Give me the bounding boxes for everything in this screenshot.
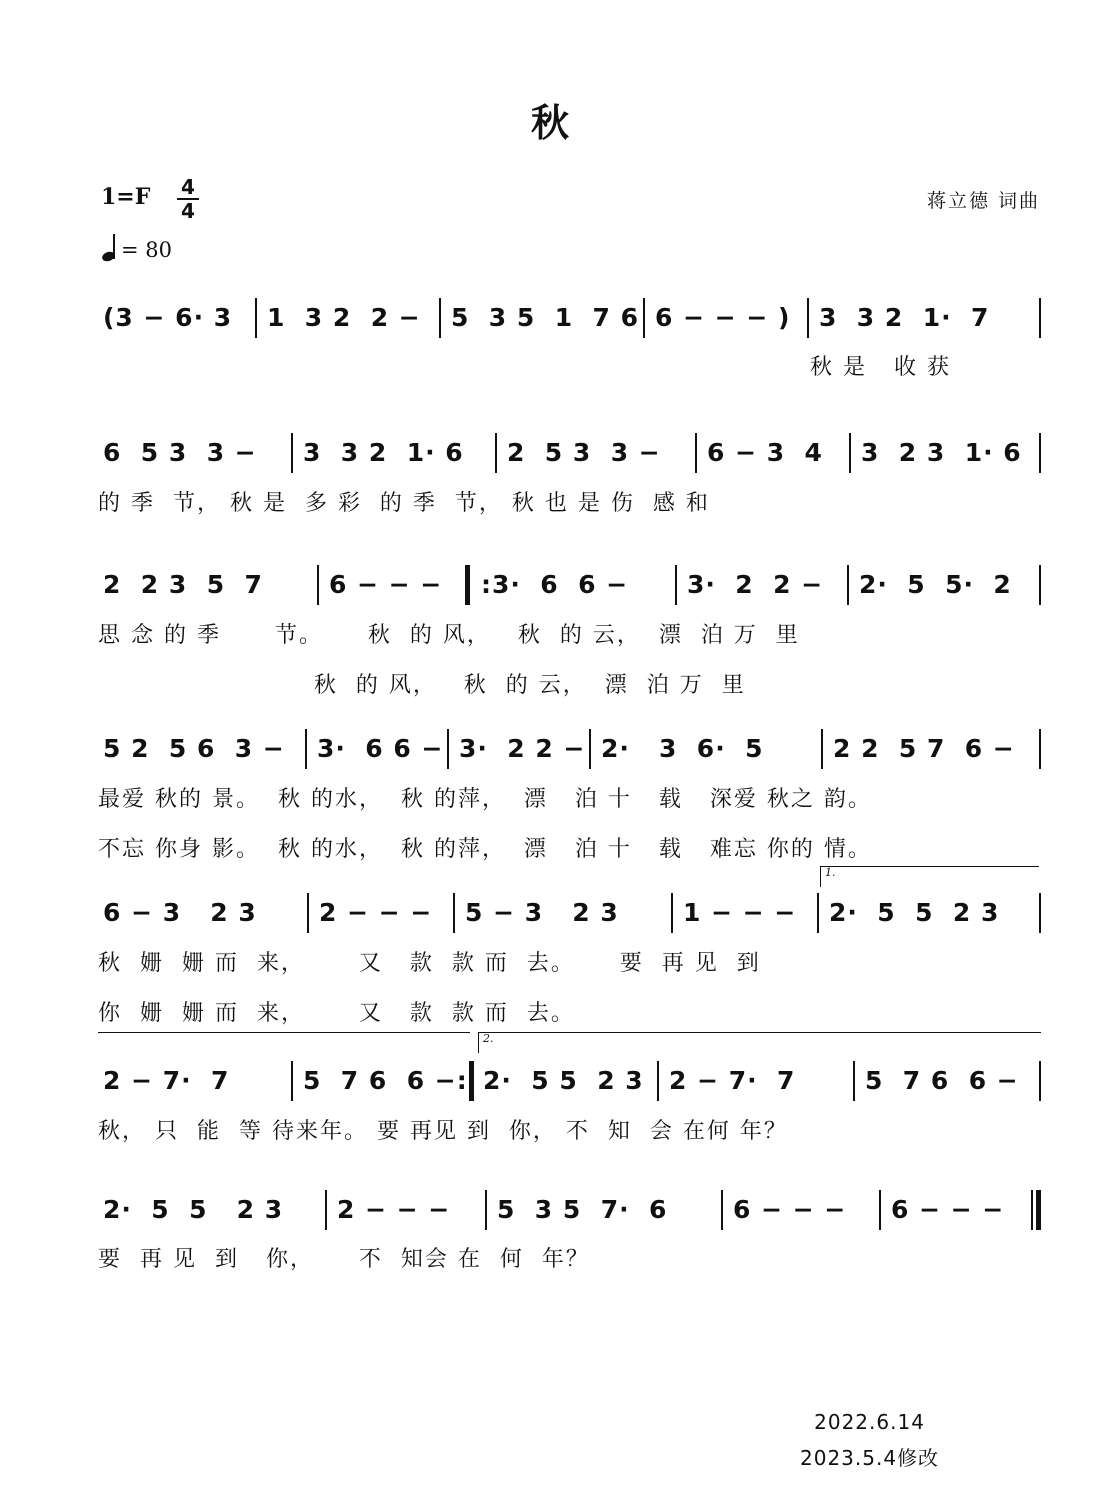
first-ending-bracket: 1. <box>820 866 1039 887</box>
barline <box>643 298 645 338</box>
score-row <box>95 563 1045 607</box>
measure <box>451 727 587 771</box>
measure-notes: 6 − − − <box>329 570 443 599</box>
measure-notes: 3 3 2 1· 6 <box>303 438 464 467</box>
barline <box>255 298 257 338</box>
barline <box>291 1061 293 1101</box>
measure-notes: 6 5 3 3 − <box>103 438 257 467</box>
barline <box>1039 298 1041 338</box>
tempo-marking <box>101 232 172 262</box>
barline <box>849 433 851 473</box>
barline <box>721 1190 723 1230</box>
barline <box>1031 1190 1033 1230</box>
measure <box>95 727 303 771</box>
measure-notes: 3 3 2 1· 7 <box>819 303 990 332</box>
measure <box>95 296 255 340</box>
barline <box>675 565 677 605</box>
measure-notes: 2 − 7· 7 <box>103 1066 230 1095</box>
barline <box>317 565 319 605</box>
measure-notes: 6 − 3 4 <box>707 438 823 467</box>
measure <box>857 1059 1037 1103</box>
measure <box>725 1188 877 1232</box>
measure-notes: (3 − 6· 3 <box>103 303 233 332</box>
barline <box>453 893 455 933</box>
measure-notes: 5 2 5 6 3 − <box>103 734 285 763</box>
measure-notes: 2 − − − <box>319 898 433 927</box>
barline <box>1039 729 1041 769</box>
lyric-line: 不忘 你身 影。 秋 的水， 秋 的萍， 漂 泊 十 载 难忘 你的 情。 <box>98 837 872 862</box>
measure-notes: 6 − − − <box>733 1195 847 1224</box>
measure <box>329 1188 483 1232</box>
song-title: 秋 <box>530 100 569 145</box>
score-row <box>95 727 1045 771</box>
time-signature <box>175 177 201 221</box>
measure <box>699 431 849 475</box>
measure-notes: 5 3 5 7· 6 <box>497 1195 668 1224</box>
measure <box>457 891 669 935</box>
measure-notes: 6 − − − ) <box>655 303 791 332</box>
lyric-line: 最爱 秋的 景。 秋 的水， 秋 的萍， 漂 泊 十 载 深爱 秋之 韵。 <box>98 787 872 812</box>
repeat-start-barline <box>465 565 470 605</box>
barline <box>291 433 293 473</box>
barline <box>817 893 819 933</box>
quarter-note-icon <box>101 232 119 262</box>
barline <box>671 893 673 933</box>
first-ending-bracket-cont <box>98 1032 470 1053</box>
measure-notes: 3· 2 2 − <box>687 570 824 599</box>
measure-notes: 2 2 3 5 7 <box>103 570 263 599</box>
barline <box>1039 565 1041 605</box>
measure <box>443 296 643 340</box>
measure <box>311 891 451 935</box>
measure-notes: 2· 5 5 2 3 <box>483 1066 644 1095</box>
lyric-line: 要 再 见 到 你， 不 知会 在 何 年？ <box>98 1247 590 1272</box>
measure-notes: 5 3 5 1 7 6 <box>451 303 639 332</box>
measure-notes: :3· 6 6 − <box>481 570 629 599</box>
measure-notes: 5 7 6 6 −: <box>303 1066 468 1095</box>
score-row <box>95 431 1045 475</box>
measure <box>295 1059 467 1103</box>
measure-notes: 3· 6 6 − <box>317 734 444 763</box>
lyric-line: 秋 的 风， 秋 的 云， 漂 泊 万 里 <box>98 673 746 698</box>
measure <box>259 296 439 340</box>
measure <box>95 1059 289 1103</box>
measure <box>825 727 1037 771</box>
barline <box>589 729 591 769</box>
barline <box>1039 433 1041 473</box>
measure-notes: 2· 5 5 2 3 <box>103 1195 284 1224</box>
measure-notes: 3 2 3 1· 6 <box>861 438 1022 467</box>
measure <box>853 431 1039 475</box>
barline <box>439 298 441 338</box>
barline <box>847 565 849 605</box>
barline <box>1039 893 1041 933</box>
measure-notes: 2· 3 6· 5 <box>601 734 764 763</box>
measure-notes: 2 5 3 3 − <box>507 438 661 467</box>
measure-notes: 1 3 2 2 − <box>267 303 421 332</box>
score-row <box>95 1188 1045 1232</box>
time-signature-top: 4 <box>181 175 195 199</box>
measure-notes: 2· 5 5 2 3 <box>829 898 1000 927</box>
date-revised: 2023.5.4修改 <box>800 1446 940 1470</box>
barline <box>1039 1061 1041 1101</box>
score-row <box>95 891 1045 935</box>
lyric-line: 秋， 只 能 等 待来年。 要 再见 到 你， 不 知 会 在何 年？ <box>98 1119 788 1144</box>
date-created: 2022.6.14 <box>814 1410 925 1434</box>
second-ending-bracket: 2. <box>478 1032 1041 1053</box>
barline <box>305 729 307 769</box>
measure <box>883 1188 1031 1232</box>
measure-notes: 2 − 7· 7 <box>669 1066 796 1095</box>
barline <box>495 433 497 473</box>
measure <box>295 431 495 475</box>
time-signature-bottom: 4 <box>181 199 195 223</box>
barline <box>485 1190 487 1230</box>
measure <box>95 891 305 935</box>
measure <box>679 563 845 607</box>
measure-notes: 5 − 3 2 3 <box>465 898 619 927</box>
tempo-value: = 80 <box>121 238 172 262</box>
measure-notes: 2· 5 5· 2 <box>859 570 1012 599</box>
barline <box>325 1190 327 1230</box>
measure <box>95 1188 323 1232</box>
barline <box>447 729 449 769</box>
repeat-end-barline <box>469 1061 474 1101</box>
barline <box>695 433 697 473</box>
barline <box>821 729 823 769</box>
measure <box>647 296 807 340</box>
lyric-line: 秋 是 收 获 <box>810 355 951 380</box>
lyric-line: 思 念 的 季 节。 秋 的 风， 秋 的 云， 漂 泊 万 里 <box>98 623 800 648</box>
measure <box>489 1188 719 1232</box>
measure <box>475 1059 655 1103</box>
measure <box>821 891 1037 935</box>
measure <box>675 891 815 935</box>
key-signature: 1=F <box>101 184 151 210</box>
barline <box>807 298 809 338</box>
final-barline <box>1036 1190 1041 1230</box>
measure-notes: 2 2 5 7 6 − <box>833 734 1015 763</box>
lyric-line: 秋 姗 姗 而 来， 又 款 款 而 去。 要 再 见 到 <box>98 951 761 976</box>
measure-notes: 6 − 3 2 3 <box>103 898 257 927</box>
measure-notes: 3· 2 2 − <box>459 734 586 763</box>
measure <box>95 431 291 475</box>
composer-credit: 蒋立德 词曲 <box>926 190 1040 212</box>
barline <box>879 1190 881 1230</box>
lyric-line: 的 季 节， 秋 是 多 彩 的 季 节， 秋 也 是 伤 感 和 <box>98 491 710 516</box>
score-row <box>95 1059 1045 1103</box>
measure <box>95 563 315 607</box>
measure <box>321 563 461 607</box>
measure-notes: 2 − − − <box>337 1195 451 1224</box>
measure <box>811 296 1036 340</box>
measure <box>473 563 673 607</box>
barline <box>657 1061 659 1101</box>
measure <box>593 727 819 771</box>
measure <box>851 563 1037 607</box>
measure-notes: 1 − − − <box>683 898 797 927</box>
lyric-line: 你 姗 姗 而 来， 又 款 款 而 去。 <box>98 1001 575 1026</box>
date-stamp <box>800 1404 939 1476</box>
measure <box>499 431 695 475</box>
barline <box>307 893 309 933</box>
measure-notes: 5 7 6 6 − <box>865 1066 1019 1095</box>
measure <box>661 1059 851 1103</box>
measure-notes: 6 − − − <box>891 1195 1005 1224</box>
measure <box>309 727 445 771</box>
barline <box>853 1061 855 1101</box>
score-row <box>95 296 1045 340</box>
